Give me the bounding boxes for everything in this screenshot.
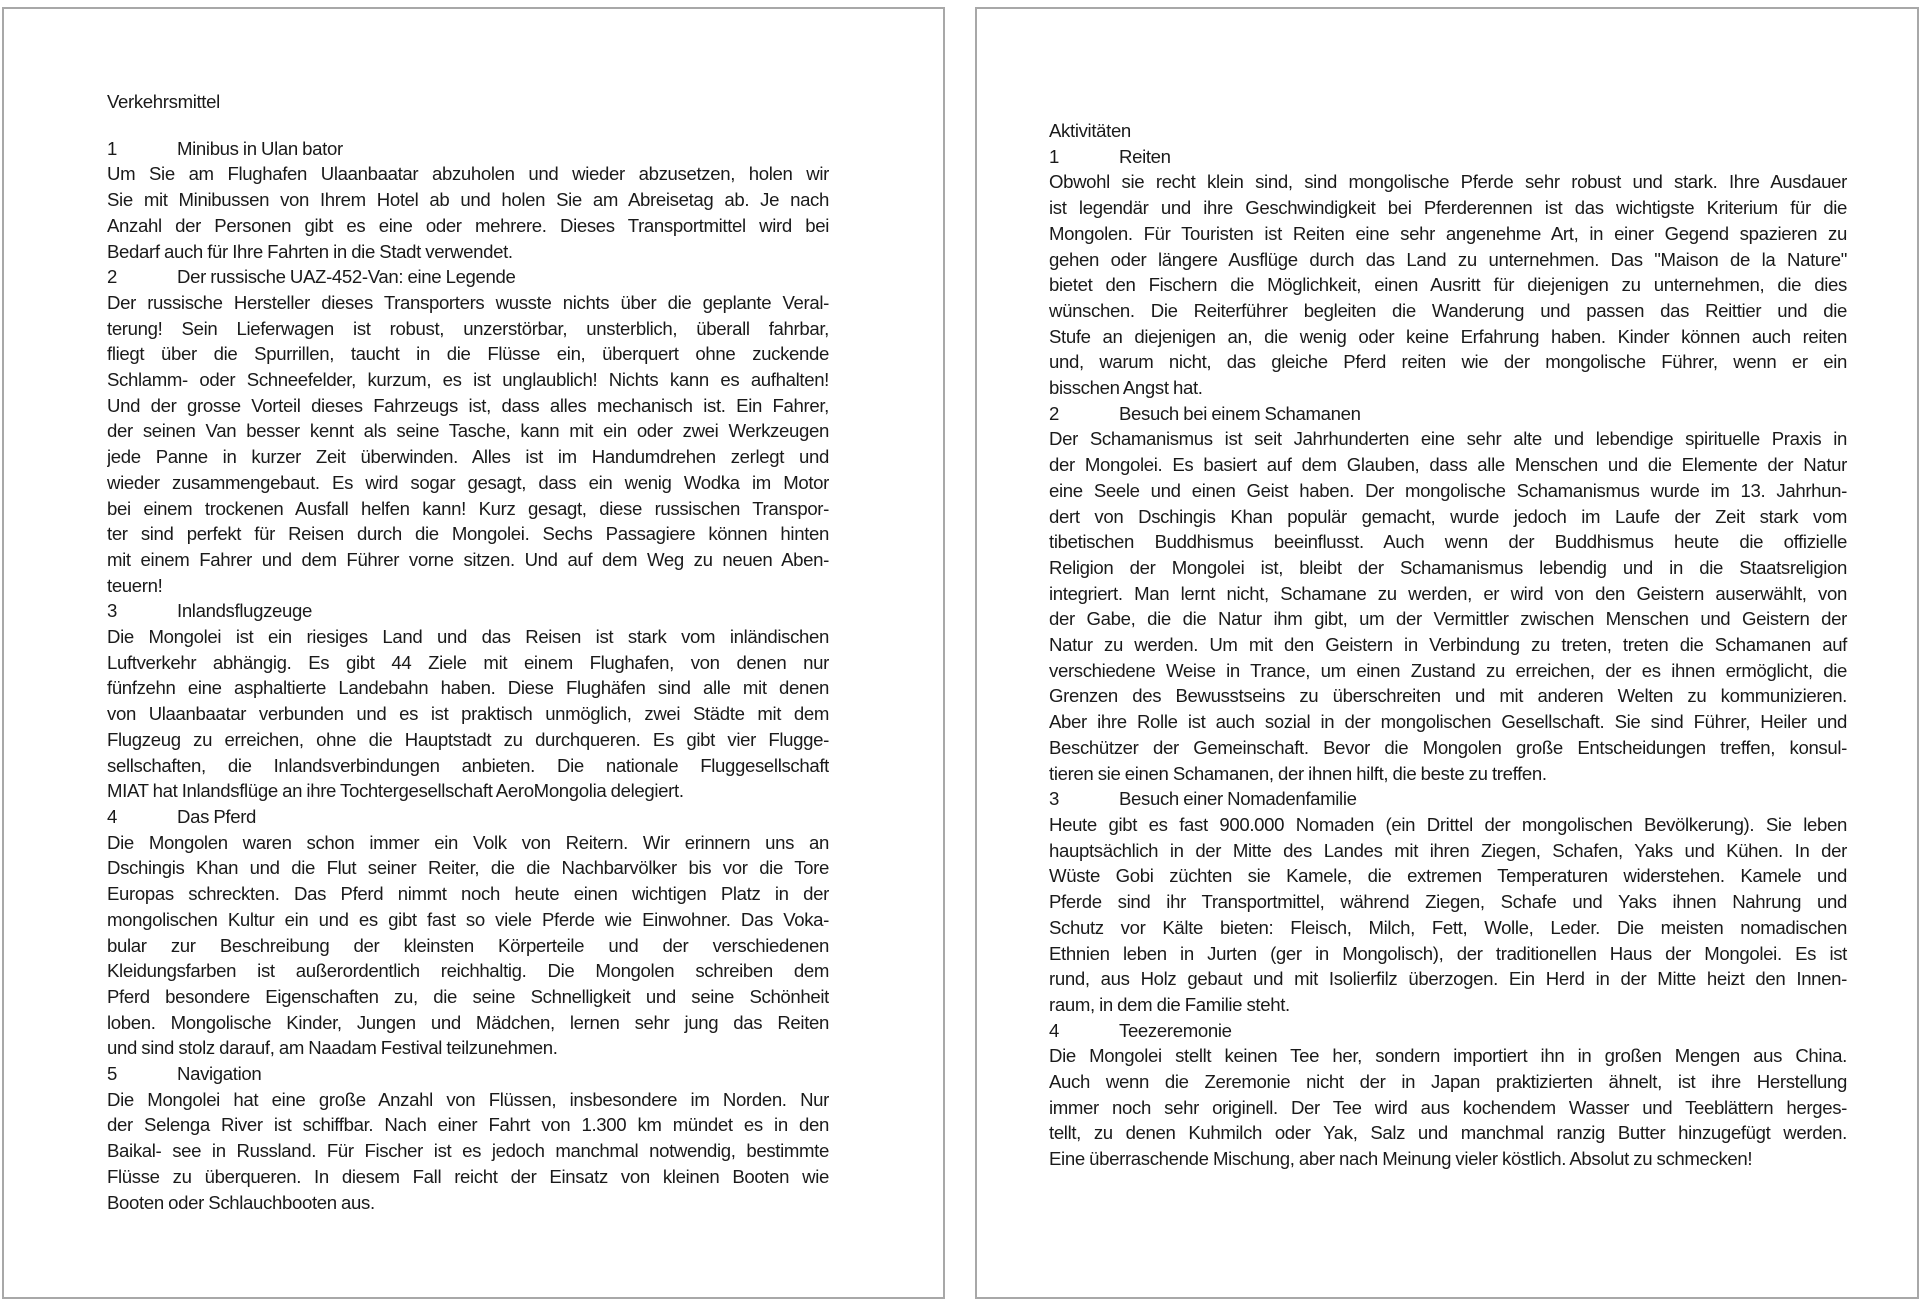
document-page-left <box>2 7 945 1299</box>
text-line: fliegt über die Spurrillen, taucht in die Flüsse ein, überquert ohne zuckende <box>107 343 829 365</box>
section-heading <box>1049 1018 1847 1044</box>
section-paragraph <box>1049 169 1847 400</box>
text-line: Mongolen. Für Touristen ist Reiten eine sehr angenehme Art, in einer Gegend spazieren zu <box>1049 222 1847 244</box>
text-line: Stufe an diejenigen an, die wenig oder keine Erfahrung haben. Kinder können auch reiten <box>1049 325 1847 347</box>
text-line: Kleidungsfarben ist außerordentlich reichhaltig. Die Mongolen schreiben dem <box>107 960 829 982</box>
page-content <box>1049 118 1847 1172</box>
page-title: Aktivitäten <box>1049 120 1131 141</box>
text-line: Natur zu werden. Um mit den Geistern in Verbindung zu treten, treten die Schamanen auf <box>1049 634 1847 656</box>
text-line: bisschen Angst hat. <box>1049 377 1203 399</box>
text-line: ter sind perfekt für Reisen durch die Mongolei. Sechs Passagiere können hinten <box>107 523 829 545</box>
text-line: rund, aus Holz gebaut und mit Isolierfilz überzogen. Ein Herd in der Mitte heizt den Innen- <box>1049 968 1847 990</box>
text-line: Aber ihre Rolle ist auch sozial in der mongolischen Gesellschaft. Sie sind Führer, Heiler und <box>1049 711 1847 733</box>
text-line: und sind stolz darauf, am Naadam Festival teilzunehmen. <box>107 1037 558 1059</box>
text-line: wünschen. Die Reiterführer begleiten die Wanderung und passen das Reittier und die <box>1049 299 1847 321</box>
text-line: ist legendär und ihre Geschwindigkeit bei Pferderennen ist das wichtigste Kriterium für die <box>1049 197 1847 219</box>
text-line: bietet den Fischern die Möglichkeit, einen Ausritt für diejenigen zu unternehmen, die dies <box>1049 274 1847 296</box>
section-title: Der russische UAZ-452-Van: eine Legende <box>177 266 516 288</box>
text-line: Flugzeug zu erreichen, ohne die Hauptstadt zu durchqueren. Es gibt vier Flugge- <box>107 728 829 750</box>
text-line: wieder zusammengebaut. Es wird sogar gesagt, dass ein wenig Wodka im Motor <box>107 471 829 493</box>
text-line: loben. Mongolische Kinder, Jungen und Mädchen, lernen sehr jung das Reiten <box>107 1011 829 1033</box>
sections-list <box>107 136 829 1216</box>
section-number: 1 <box>1049 145 1059 167</box>
text-line: MIAT hat Inlandsflüge an ihre Tochtergesellschaft AeroMongolia delegiert. <box>107 780 684 802</box>
text-line: sellschaften, die Inlandsverbindungen anbieten. Die nationale Fluggesellschaft <box>107 754 829 776</box>
text-line: der Selenga River ist schiffbar. Nach einer Fahrt von 1.300 km mündet es in den <box>107 1114 829 1136</box>
sections-list <box>1049 144 1847 1172</box>
section-heading <box>107 598 829 624</box>
text-line: Die Mongolen waren schon immer ein Volk von Reitern. Wir erinnern uns an <box>107 831 829 853</box>
text-line: Anzahl der Personen gibt es eine oder mehrere. Dieses Transportmittel wird bei <box>107 214 829 236</box>
text-line: Und der grosse Vorteil dieses Fahrzeugs ist, dass alles mechanisch ist. Ein Fahrer, <box>107 394 829 416</box>
section-number: 1 <box>107 137 117 159</box>
text-line: Schutz vor Kälte bieten: Fleisch, Milch, Fett, Wolle, Leder. Die meisten nomadischen <box>1049 916 1847 938</box>
text-line: hauptsächlich in der Mitte des Landes mit ihren Ziegen, Schafen, Yaks und Kühen. In der <box>1049 839 1847 861</box>
section-paragraph <box>107 290 829 598</box>
text-line: Luftverkehr abhängig. Es gibt 44 Ziele mit einem Flughafen, von denen nur <box>107 651 829 673</box>
section-heading <box>107 264 829 290</box>
section-number: 4 <box>107 805 117 827</box>
section-paragraph <box>107 161 829 264</box>
section-title: Reiten <box>1119 145 1171 167</box>
spacer <box>107 115 829 136</box>
section-paragraph <box>107 624 829 804</box>
text-line: Schlamm- oder Schneefelder, kurzum, es ist unglaublich! Nichts kann es aufhalten! <box>107 369 829 391</box>
text-line: Der Schamanismus ist seit Jahrhunderten eine sehr alte und lebendige spirituelle Praxis in <box>1049 428 1847 450</box>
section-number: 3 <box>1049 788 1059 810</box>
text-line: terung! Sein Lieferwagen ist robust, unzerstörbar, unsterblich, überall fahrbar, <box>107 317 829 339</box>
text-line: Europas schreckten. Das Pferd nimmt noch heute einen wichtigen Platz in der <box>107 883 829 905</box>
text-line: integriert. Man lernt nicht, Schamane zu werden, er wird von den Geistern auserwählt, von <box>1049 582 1847 604</box>
document-page-right <box>975 7 1919 1299</box>
section-number: 5 <box>107 1063 117 1085</box>
text-line: der Gabe, die die Natur ihm gibt, um der Vermittler zwischen Menschen und Geistern der <box>1049 608 1847 630</box>
text-line: mongolischen Kultur ein und es gibt fast so viele Pferde wie Einwohner. Das Voka- <box>107 908 829 930</box>
text-line: Auch wenn die Zeremonie nicht der in Japan praktizierten ähnelt, ist ihre Herstellung <box>1049 1071 1847 1093</box>
text-line: Grenzen des Bewusstseins zu überschreiten und mit anderen Welten zu kommunizieren. <box>1049 685 1847 707</box>
section-paragraph <box>107 830 829 1061</box>
text-line: Obwohl sie recht klein sind, sind mongolische Pferde sehr robust und stark. Ihre Ausdauer <box>1049 171 1847 193</box>
text-line: bular zur Beschreibung der kleinsten Körperteile und der verschiedenen <box>107 934 829 956</box>
text-line: Die Mongolei ist ein riesiges Land und das Reisen ist stark vom inländischen <box>107 626 829 648</box>
text-line: Sie mit Minibussen von Ihrem Hotel ab und holen Sie am Abreisetag ab. Je nach <box>107 189 829 211</box>
text-line: der seinen Van besser kennt als seine Tasche, kann mit ein oder zwei Werkzeugen <box>107 420 829 442</box>
section-number: 4 <box>1049 1019 1059 1041</box>
text-line: immer noch sehr originell. Der Tee wird aus kochendem Wasser und Teeblättern herges- <box>1049 1096 1847 1118</box>
text-line: dert von Dschingis Khan populär gemacht, wurde jedoch im Laufe der Zeit stark vom <box>1049 505 1847 527</box>
text-line: Eine überraschende Mischung, aber nach Meinung vieler köstlich. Absolut zu schmecken! <box>1049 1148 1753 1170</box>
section-title: Teezeremonie <box>1119 1019 1232 1041</box>
section-heading <box>107 804 829 830</box>
text-line: Wüste Gobi züchten sie Kamele, die extremen Temperaturen widerstehen. Kamele und <box>1049 865 1847 887</box>
section-paragraph <box>1049 812 1847 1018</box>
section-heading <box>107 136 829 162</box>
text-line: jede Panne in kurzer Zeit überwinden. Alles ist im Handumdrehen zerlegt und <box>107 446 829 468</box>
text-line: Die Mongolei stellt keinen Tee her, sondern importiert ihn in großen Mengen aus China. <box>1049 1045 1847 1067</box>
text-line: raum, in dem die Familie steht. <box>1049 993 1290 1015</box>
text-line: tellt, zu denen Kuhmilch oder Yak, Salz und manchmal ranzig Butter hinzugefügt werden. <box>1049 1122 1847 1144</box>
text-line: eine Seele und einen Geist haben. Der mongolische Schamanismus wurde im 13. Jahrhun- <box>1049 479 1847 501</box>
section-paragraph <box>1049 1043 1847 1172</box>
text-line: Der russische Hersteller dieses Transporters wusste nichts über die geplante Veral- <box>107 291 829 313</box>
text-line: fünfzehn eine asphaltierte Landebahn haben. Diese Flughäfen sind alle mit denen <box>107 677 829 699</box>
text-line: von Ulaanbaatar verbunden und es ist praktisch unmöglich, zwei Städte mit dem <box>107 703 829 725</box>
text-line: Pferd besondere Eigenschaften zu, die seine Schnelligkeit und seine Schönheit <box>107 985 829 1007</box>
section-number: 3 <box>107 600 117 622</box>
section-title: Besuch bei einem Schamanen <box>1119 402 1361 424</box>
text-line: Heute gibt es fast 900.000 Nomaden (ein Drittel der mongolischen Bevölkerung). Sie leben <box>1049 813 1847 835</box>
section-title: Navigation <box>177 1063 262 1085</box>
section-title: Inlandsflugzeuge <box>177 600 312 622</box>
text-line: verschiedene Weise in Trance, um einen Zustand zu erreichen, der es ihnen ermöglicht, die <box>1049 659 1847 681</box>
section-paragraph <box>107 1087 829 1216</box>
text-line: Ethnien leben in Jurten (ger in Mongolisch), der traditionellen Haus der Mongolei. Es ist <box>1049 942 1847 964</box>
section-heading <box>107 1061 829 1087</box>
text-line: tibetischen Buddhismus beeinflusst. Auch wenn der Buddhismus heute die offizielle <box>1049 531 1847 553</box>
section-number: 2 <box>107 266 117 288</box>
text-line: Bedarf auch für Ihre Fahrten in die Stadt verwendet. <box>107 240 513 262</box>
text-line: der Mongolei. Es basiert auf dem Glauben, dass alle Menschen und die Elemente der Natur <box>1049 454 1847 476</box>
section-heading <box>1049 401 1847 427</box>
text-line: teuern! <box>107 574 163 596</box>
text-line: Pferde sind ihr Transportmittel, während Ziegen, Schafe und Yaks ihnen Nahrung und <box>1049 891 1847 913</box>
text-line: Dschingis Khan und die Flut seiner Reiter, die die Nachbarvölker bis vor die Tore <box>107 857 829 879</box>
section-heading <box>1049 786 1847 812</box>
text-line: Beschützer der Gemeinschaft. Bevor die Mongolen große Entscheidungen treffen, konsul- <box>1049 736 1847 758</box>
text-line: Booten oder Schlauchbooten aus. <box>107 1191 375 1213</box>
text-line: Flüsse zu überqueren. In diesem Fall reicht der Einsatz von kleinen Booten wie <box>107 1165 829 1187</box>
section-paragraph <box>1049 426 1847 786</box>
text-line: mit einem Fahrer und dem Führer vorne sitzen. Und auf dem Weg zu neuen Aben- <box>107 548 829 570</box>
section-title: Minibus in Ulan bator <box>177 137 343 159</box>
section-title: Das Pferd <box>177 805 257 827</box>
clipped-text-line <box>107 1215 829 1222</box>
page-title: Verkehrsmittel <box>107 91 220 112</box>
section-number: 2 <box>1049 402 1059 424</box>
text-line: und, warum nicht, das gleiche Pferd reiten wie der mongolische Führer, wenn er ein <box>1049 351 1847 373</box>
text-line: bei einem trockenen Ausfall helfen kann! Kurz gesagt, diese russischen Transpor- <box>107 497 829 519</box>
text-line: Um Sie am Flughafen Ulaanbaatar abzuholen und wieder abzusetzen, holen wir <box>107 163 829 185</box>
text-line: Baikal- see in Russland. Für Fischer ist es jedoch manchmal notwendig, bestimmte <box>107 1140 829 1162</box>
section-title: Besuch einer Nomadenfamilie <box>1119 788 1357 810</box>
page-content <box>107 89 829 1222</box>
text-line: gehen oder längere Ausflüge durch das Land zu unternehmen. Das "Maison de la Nature" <box>1049 248 1847 270</box>
section-heading <box>1049 144 1847 170</box>
text-line: Religion der Mongolei ist, bleibt der Schamanismus lebendig und in die Staatsreligion <box>1049 556 1847 578</box>
text-line: Die Mongolei hat eine große Anzahl von Flüssen, insbesondere im Norden. Nur <box>107 1088 829 1110</box>
text-line: tieren sie einen Schamanen, der ihnen hilft, die beste zu treffen. <box>1049 762 1547 784</box>
